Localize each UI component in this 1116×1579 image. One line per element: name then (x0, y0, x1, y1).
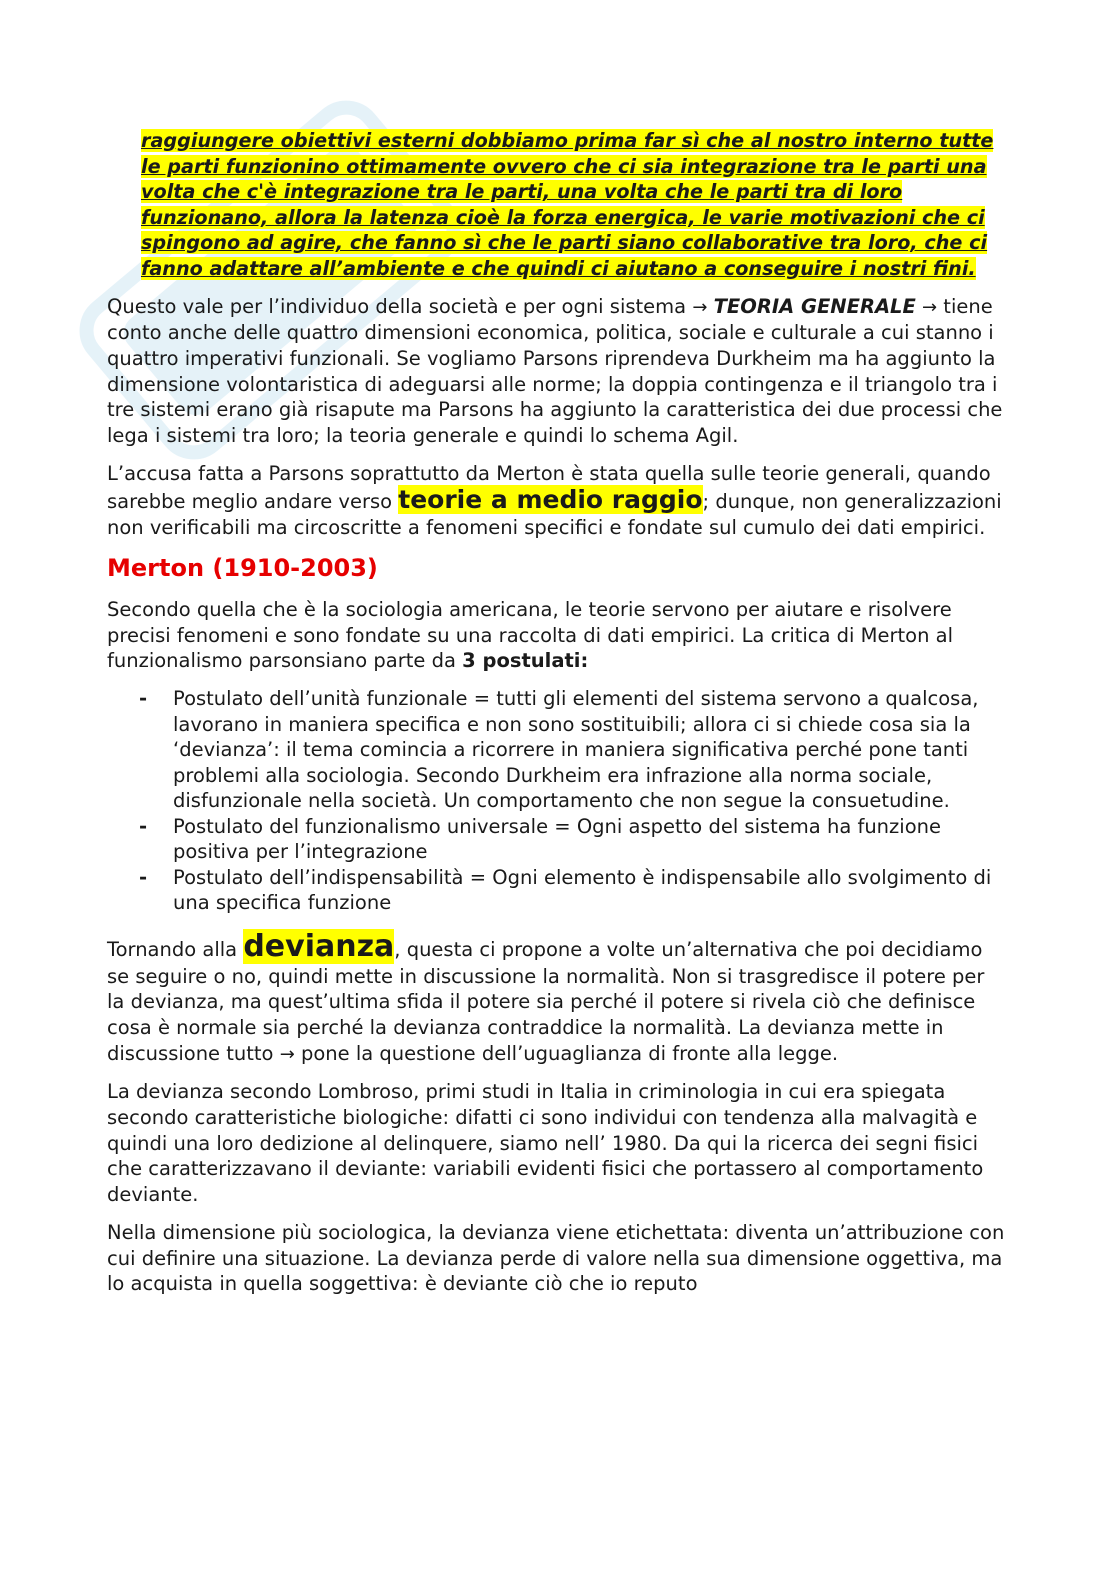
arrow-right-icon: → (922, 296, 938, 318)
postulati-label: 3 postulati: (462, 649, 589, 673)
bullet-dash: - (139, 687, 148, 710)
bullet-dash: - (139, 865, 148, 889)
paragraph-teoria-generale: Questo vale per l’individuo della società e per ogni sistema → TEORIA GENERALE → tiene conto anche delle quattro dimensioni economica, politica, sociale e culturale a cui stanno i quattro imperativi funzionali. Se vogliamo Parsons riprendeva Durkheim ma ha aggiunto la dimensione volontaristica di adeguarsi alle norme; la doppia contingenza e il triangolo tra i tre sistemi erano già risapute ma Parsons ha aggiunto la caratteristica dei due processi che lega i sistemi tra loro; la teoria generale e quindi lo schema Agil. (107, 294, 1003, 448)
paragraph-sociologia-americana: Secondo quella che è la sociologia americana, le teorie servono per aiutare e risolvere precisi fenomeni e sono fondate su una raccolta di dati empirici. La critica di Merton al funzionalismo parsonsiano parte da 3 postulati: (107, 597, 954, 673)
list-item: - Postulato dell’unità funzionale = tutti gli elementi del sistema servono a qualcosa, lavorano in maniera specifica e non sono sostituibili; allora ci si chiede cosa sia la ‘devianza’: il tema comincia a ricorrere in maniera significativa perché pone tanti problemi alla sociologia. Secondo Durkheim era infrazione alla norma sociale, disfunzionale nella società. Un comportamento che non segue la consuetudine. (139, 687, 979, 812)
highlight-devianza: devianza (243, 928, 395, 964)
highlight-teorie-medio-raggio: teorie a medio raggio (398, 485, 703, 515)
teoria-generale-label: TEORIA GENERALE (713, 294, 916, 318)
postulates-list (107, 686, 1007, 916)
document-page (107, 128, 1007, 1309)
paragraph-medio-raggio: L’accusa fatta a Parsons soprattutto da Merton è stata quella sulle teorie generali, quando sarebbe meglio andare verso teorie a medio raggio; dunque, non generalizzazioni non verificabili ma circoscritte a fenomeni specifici e fondate sul cumulo dei dati empirici. (107, 461, 1002, 540)
arrow-right-icon: → (279, 1043, 295, 1065)
paragraph-dimensione-sociologica: Nella dimensione più sociologica, la devianza viene etichettata: diventa un’attribuzione con cui definire una situazione. La devianza perde di valore nella sua dimensione oggettiva, ma lo acquista in quella soggettiva: è deviante ciò che io reputo (107, 1220, 1005, 1296)
arrow-right-icon: → (692, 296, 708, 318)
section-heading-merton: Merton (1910-2003) (107, 553, 378, 582)
bullet-dash: - (139, 814, 148, 838)
highlighted-text: raggiungere obiettivi esterni dobbiamo prima far sì che al nostro interno tutte le parti funzionino ottimamente ovvero che ci sia integrazione tra le parti una volta che c'è integrazione tra le parti, una volta che le parti tra di loro funzionano, allora la latenza cioè la forza energica, le varie motivazioni che ci spingono ad agire, che fanno sì che le parti siano collaborative tra loro, che ci fanno adattare all’ambiente e che quindi ci aiutano a conseguire i nostri fini. (141, 129, 994, 280)
highlighted-passage (141, 128, 1007, 282)
list-item: - Postulato dell’indispensabilità = Ogni elemento è indispensabile allo svolgimento di una specifica funzione (139, 865, 992, 914)
paragraph-lombroso: La devianza secondo Lombroso, primi studi in Italia in criminologia in cui era spiegata secondo caratteristiche biologiche: difatti ci sono individui con tendenza alla malvagità e quindi una loro dedizione al delinquere, siamo nell’ 1980. Da qui la ricerca dei segni fisici che caratterizzavano il deviante: variabili evidenti fisici che portassero al comportamento deviante. (107, 1080, 984, 1207)
list-item: - Postulato del funzionalismo universale = Ogni aspetto del sistema ha funzione positiva per l’integrazione (139, 814, 941, 863)
paragraph-devianza: Tornando alla devianza, questa ci propone a volte un’alternativa che poi decidiamo se seguire o no, quindi mette in discussione la normalità. Non si trasgredisce il potere per la devianza, ma quest’ultima sfida il potere sia perché il potere si rivela ciò che definisce cosa è normale sia perché la devianza contraddice la normalità. La devianza mette in discussione tutto → pone la questione dell’uguaglianza di fronte alla legge. (107, 928, 985, 1065)
